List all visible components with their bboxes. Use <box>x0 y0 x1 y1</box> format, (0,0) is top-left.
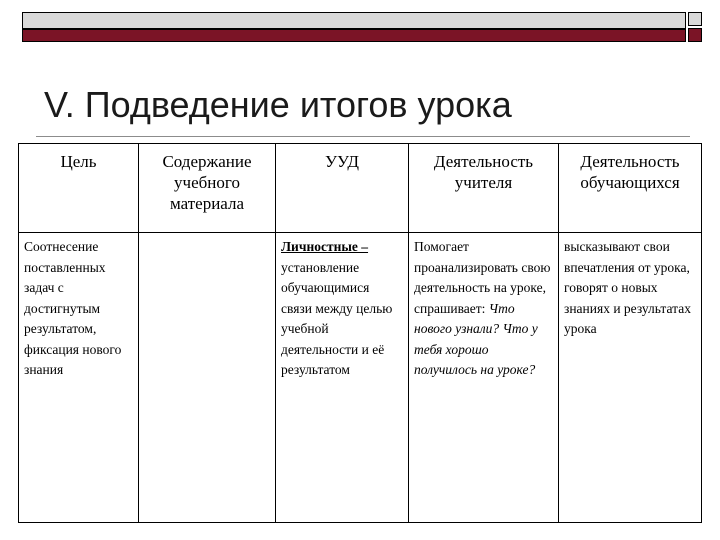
uud-label: Личностные – <box>281 239 369 254</box>
teacher-questions: Что нового узнали? Что у тебя хорошо получилось на уроке? <box>414 300 538 377</box>
header-cell-uud <box>276 144 409 233</box>
header-cell-goal <box>19 144 139 233</box>
header-teacher: Деятельность учителя <box>433 152 534 192</box>
teacher-plain-text: Помогает проанализировать свою деятельность на уроке, спрашивает: <box>414 239 551 316</box>
body-cell-goal <box>19 233 139 523</box>
header-content: Содержание учебного материала <box>162 152 252 213</box>
header-students: Деятельность обучающихся <box>580 152 680 192</box>
header-cell-content <box>139 144 276 233</box>
lesson-summary-table <box>18 143 702 523</box>
header-goal: Цель <box>60 152 97 171</box>
top-bar-red <box>22 29 686 42</box>
body-cell-students <box>559 233 702 523</box>
top-bar-grey <box>22 12 686 29</box>
title-divider <box>36 136 690 137</box>
table-header-row <box>19 144 702 233</box>
teacher-block <box>409 233 558 381</box>
header-cell-teacher <box>409 144 559 233</box>
body-cell-content <box>139 233 276 523</box>
header-cell-students <box>559 144 702 233</box>
uud-text: установление обучающимися связи между целью учебной деятельности и её результатом <box>281 259 393 377</box>
body-cell-teacher <box>409 233 559 523</box>
students-text: высказывают свои впечатления от урока, говорят о новых знаниях и результатах урока <box>564 239 691 336</box>
slide-title: V. Подведение итогов урока <box>44 84 512 125</box>
corner-square-red <box>688 28 702 42</box>
corner-square-grey <box>688 12 702 26</box>
body-cell-uud <box>276 233 409 523</box>
header-uud: УУД <box>325 152 359 171</box>
table-row <box>19 233 702 523</box>
uud-block <box>276 233 408 381</box>
goal-text: Соотнесение поставленных задач с достигнутым результатом, фиксация нового знания <box>24 239 122 377</box>
content-text <box>139 233 275 237</box>
